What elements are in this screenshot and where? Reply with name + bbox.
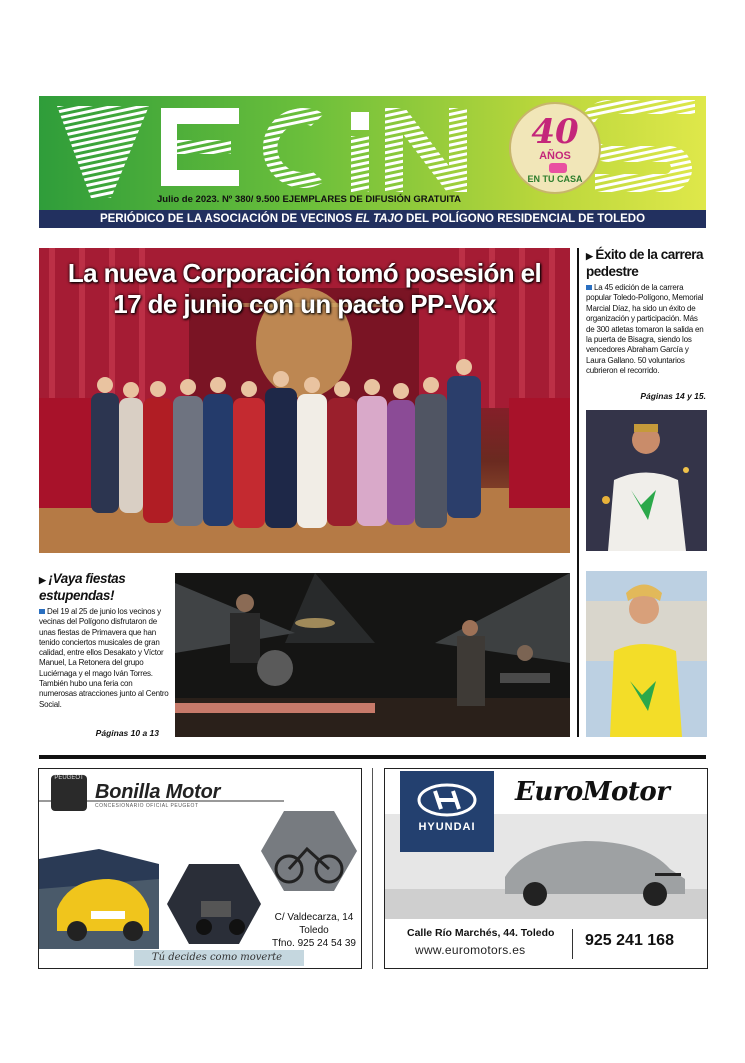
hyundai-logo-box (400, 771, 494, 852)
bonilla-phone: Tfno. 925 24 54 39 (272, 938, 356, 949)
peugeot-logo-text: PEUGEOT (54, 775, 84, 781)
section-divider (39, 755, 706, 759)
bonilla-motor-ad[interactable] (38, 768, 362, 969)
bonilla-city: Toledo (299, 925, 329, 936)
fiestas-title[interactable] (39, 571, 169, 603)
bullet-square-icon (39, 609, 45, 614)
euromotor-brand: EuroMotor (515, 777, 670, 807)
lead-headline-line-2: 17 de junio con un pacto PP-Vox (113, 289, 496, 319)
female-runner-photo[interactable] (586, 571, 707, 737)
badge-number: 40 (531, 112, 579, 152)
race-body (586, 283, 707, 377)
euromotor-address: Calle Río Marchés, 44. Toledo (407, 927, 555, 939)
subtitle-post: DEL POLÍGONO RESIDENCIAL DE TOLEDO (402, 213, 646, 225)
concert-photo[interactable] (175, 573, 570, 737)
peugeot-logo-icon (51, 775, 87, 811)
masthead (39, 96, 706, 210)
bonilla-street: C/ Valdecarza, 14 (274, 912, 354, 923)
euromotor-phone[interactable]: 925 241 168 (585, 932, 674, 949)
euromotor-ad[interactable] (384, 768, 708, 969)
male-runner-illustration (586, 410, 707, 551)
lead-headline[interactable] (39, 258, 570, 320)
vecinos-logo (49, 100, 699, 200)
badge-years: AÑOS (539, 150, 571, 162)
female-runner-illustration (586, 571, 707, 737)
badge-logo-icon (549, 163, 567, 173)
male-runner-photo[interactable] (586, 410, 707, 551)
hyundai-name: HYUNDAI (418, 821, 476, 833)
subtitle-pre: PERIÓDICO DE LA ASOCIACIÓN DE VECINOS (99, 213, 356, 225)
race-body-text: La 45 edición de la carrera popular Toledo-Polígono, Memorial Marcial Díaz, ha sido un éxito de organización y participación. Más de 300 atletas tomaron la salida en la puerta de Bisagra, siendo los vencedores Abraham García y Laura Gallano. 50 voluntarios cubrieron el recorrido. (586, 283, 704, 376)
bonilla-brand: Bonilla Motor (95, 781, 221, 803)
concert-illustration (175, 573, 570, 737)
euromotor-divider (572, 929, 573, 959)
hyundai-logo-icon (417, 783, 477, 817)
ad-divider (372, 768, 373, 969)
bonilla-address (269, 911, 359, 950)
race-title-text: Éxito de la carrera pedestre (586, 247, 703, 279)
fiestas-title-text: ¡Vaya fiestas estupendas! (39, 571, 126, 603)
bullet-square-icon (586, 285, 592, 290)
lead-headline-line-1: La nueva Corporación tomó posesión el (67, 258, 542, 288)
anniversary-badge (509, 102, 601, 194)
euromotor-url[interactable]: www.euromotors.es (415, 943, 526, 957)
triangle-right-icon: ▶ (39, 575, 46, 585)
triangle-right-icon: ▶ (586, 251, 593, 261)
fiestas-pages[interactable]: Páginas 10 a 13 (95, 728, 159, 738)
badge-home: EN TU CASA (527, 174, 583, 184)
bonilla-tagline: CONCESIONARIO OFICIAL PEUGEOT (95, 803, 199, 809)
race-title[interactable] (586, 247, 708, 279)
fiestas-body-text: Del 19 al 25 de junio los vecinos y vecinas del Polígono disfrutaron de unas fiestas de Primavera que han tenido conciertos musicales de gran calidad, entre ellos Desakato y Víctor Manuel, La Retonera del grupo Luciérnaga y el mago Iván Torres. También hubo una feria con numerosas atracciones junto al Centro Social. (39, 607, 169, 709)
subtitle-em: EL TAJO (355, 213, 403, 225)
column-divider (577, 248, 579, 737)
bonilla-slogan: Tú decides como moverte (151, 952, 283, 963)
issue-line: Julio de 2023. Nº 380/ 9.500 EJEMPLARES DE DIFUSIÓN GRATUITA (157, 194, 462, 205)
lead-photo[interactable] (39, 248, 570, 553)
masthead-subtitle (39, 210, 706, 228)
fiestas-body (39, 607, 169, 710)
race-pages[interactable]: Páginas 14 y 15. (640, 391, 706, 401)
